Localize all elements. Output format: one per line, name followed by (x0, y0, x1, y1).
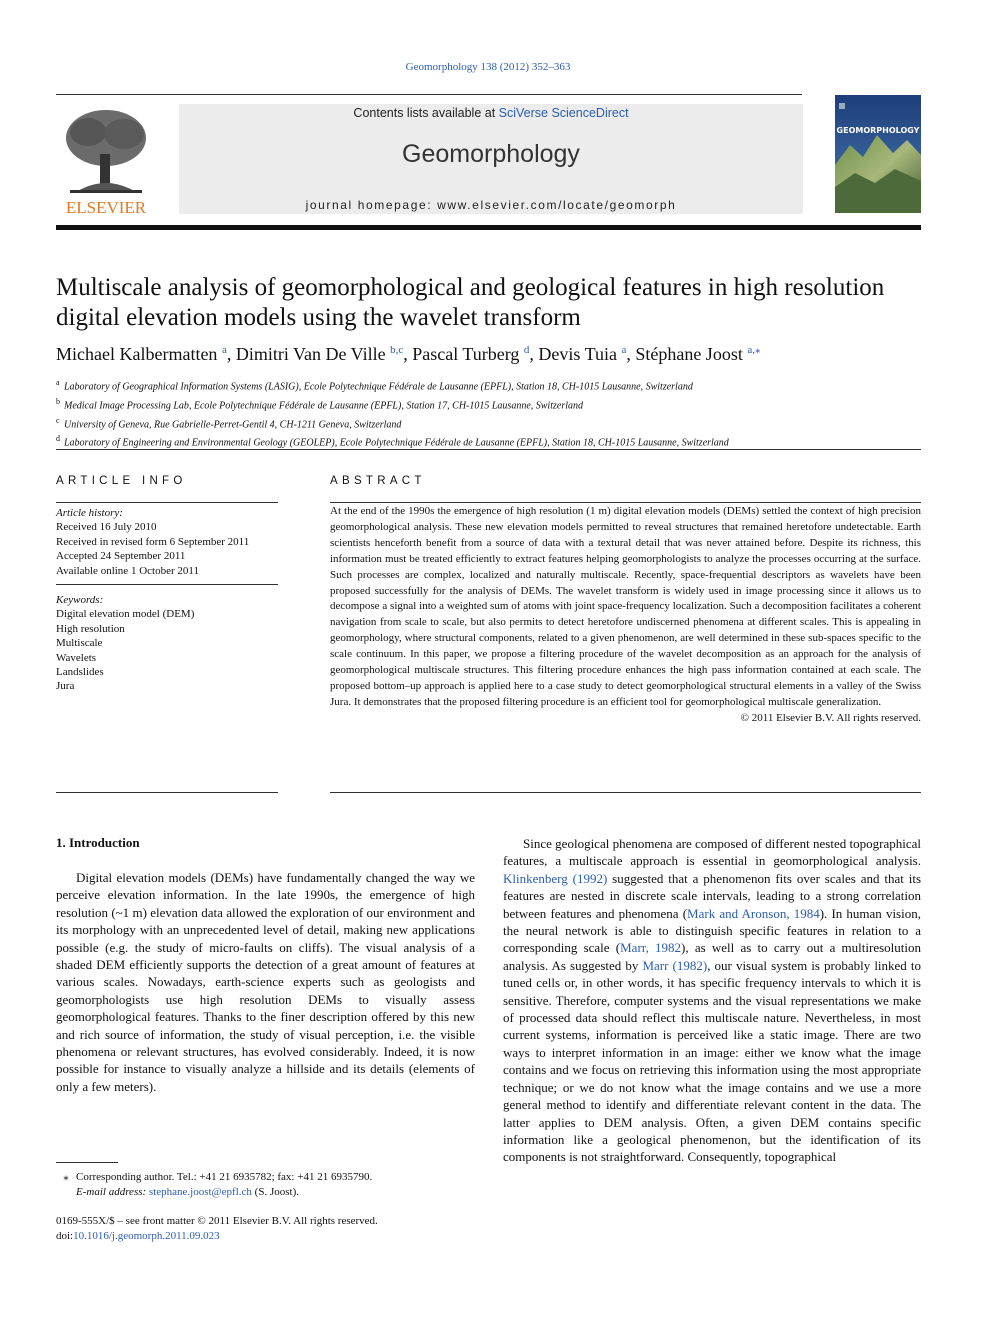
author-name: Dimitri Van De Ville (235, 344, 386, 364)
doi-link[interactable]: 10.1016/j.geomorph.2011.09.023 (73, 1229, 220, 1242)
author-list (56, 343, 926, 365)
author-separator: , (403, 344, 413, 364)
article-history (56, 506, 278, 578)
affiliation-item (56, 395, 926, 414)
keyword-item: Multiscale (56, 637, 103, 650)
author-separator: , (626, 344, 636, 364)
footnote-rule (56, 1162, 118, 1163)
affiliation-mark: d (56, 434, 60, 444)
article-title: Multiscale analysis of geomorphological and geological features in high resolution digital elevation models using the wavelet transform (56, 274, 885, 331)
affiliation-text: Laboratory of Engineering and Environmental Geology (GEOLEP), Ecole Polytechnique Fédérale de Lausanne (EPFL), Station 18, CH-1015 Lausanne, Switzerland (64, 437, 729, 449)
history-heading: Article history: (56, 507, 123, 519)
issn-line: 0169-555X/$ – see front matter © 2011 Elsevier B.V. All rights reserved. (56, 1215, 378, 1227)
journal-name: Geomorphology (402, 140, 580, 168)
keyword-item: Wavelets (56, 651, 97, 664)
keyword-item: Landslides (56, 666, 104, 679)
author-name: Stéphane Joost (635, 344, 743, 364)
affiliation-text: Medical Image Processing Lab, Ecole Polytechnique Fédérale de Lausanne (EPFL), Station 17, CH-1015 Lausanne, Switzerland (64, 400, 583, 412)
author-affiliation-mark[interactable]: b,c (390, 344, 404, 356)
keyword-item: Digital elevation model (DEM) (56, 608, 195, 621)
abstract-body (330, 504, 921, 727)
journal-citation[interactable]: Geomorphology 138 (2012) 352–363 (405, 61, 571, 73)
header-thick-rule (56, 225, 921, 230)
abstract-text: At the end of the 1990s the emergence of high resolution (1 m) digital elevation models (DEMs) settled the context of high precision geomorphological analysis. These new elevation models permitted to reveal structures that remained heretofore undetectable. Earth scientists henceforth benefit from a source of data with a textural detail that was never attained before. Despite its richness, this information must be treated efficiently to extract features helping geomorphologists to analyze the processes occurring at the surface. Such processes are complex, localized and naturally multiscale. Recently, space-frequential descriptors as wavelets have been proposed successfully for the analysis of DEMs. The wavelet transform is widely used in image processing since it allows us to decompose a signal into a weighted sum of atoms with joint space-frequency localization. Such a decomposition facilitates a coherent navigation from scale to scale, but also permits to detect heretofore undiscerned phenomena at different scales. This is appealing in geomorphology, where structural components, related to a given phenomenon, are well determined in these sub-spaces specific to the scale continuum. In this paper, we propose a filtering procedure of the wavelet decomposition as an approach for the analysis of geomorphological multiscale structures. This filtering procedure enhances the high pass information contained at each scale. The proposed bottom–up approach is applied here to a case study to detect geomorphological structural elements in a valley of the Swiss Jura. It demonstrates that the proposed filtering procedure is an efficient tool for geomorphological multiscale generalization. (330, 505, 921, 708)
header-rule (56, 94, 802, 95)
intro-paragraph: Digital elevation models (DEMs) have fundamentally changed the way we perceive elevation information. In the late 1990s, the emergence of high resolution (~1 m) elevation data allowed the exploration of our environment and its morphology with an unprecedented level of detail, making new applications possible (e.g. the study of micro-faults on cliffs). The visual analysis of a shaded DEM efficiently supports the detection of a great amount of features at various scales. Nowadays, earth-science experts such as geologists and geomorphologists use high resolution DEMs to visually assess geomorphological features. Thanks to the finer description offered by this new and rich source of information, the study of visual perception, i.e. the visible phenomena or relevant structures, has evolved considerably. Indeed, it is now possible for instance to visually analyze a hillside and its details (elements of only a few meters). (56, 870, 475, 1094)
author-name: Michael Kalbermatten (56, 344, 218, 364)
keywords-rule (56, 584, 278, 585)
abstract-copyright: © 2011 Elsevier B.V. All rights reserved. (740, 711, 921, 724)
affiliation-mark: a (56, 378, 60, 387)
sciencedirect-link[interactable]: SciVerse ScienceDirect (498, 106, 629, 120)
journal-cover-image (835, 95, 921, 213)
article-info-end-rule (56, 792, 278, 793)
contents-line: Contents lists available at SciVerse ScienceDirect (353, 106, 629, 120)
reference-link[interactable]: Klinkenberg (1992) (503, 870, 608, 886)
corresponding-author-footnote: ⁎ Corresponding author. Tel.: +41 21 6935782; fax: +41 21 6935790. E-mail address: stephane.joost@epfl.ch (S. Joost). (56, 1170, 476, 1200)
history-item: Received 16 July 2010 (56, 521, 157, 534)
affiliation-list (56, 376, 926, 451)
abstract-end-rule (330, 792, 921, 793)
reference-link[interactable]: Marr, 1982 (620, 940, 682, 956)
affiliation-text: University of Geneva, Rue Gabrielle-Perret-Gentil 4, CH-1211 Geneva, Switzerland (64, 418, 402, 430)
intro-paragraph-right: Since geological phenomena are composed of different nested topographical features, a multiscale approach is essential in geomorphological analysis. Klinkenberg (1992) suggested that a phenomenon fits over scales and that its features are nested in discrete scale intervals, leading to a strong correlation between features and phenomena (Mark and Aronson, 1984). In human vision, the neural network is able to distinguish specific features in relation to a corresponding scale (Marr, 1982), as well as to carry out a multiresolution analysis. As suggested by Marr (1982), our visual system is probably linked to tuned cells or, in other words, it has specific frequency intervals to which it is sensitive. Therefore, computer systems and the visual representations we make of processed data should reflect this multiscale nature. Nevertheless, in most current systems, information is perceived like a static image. There are two ways to interpret information in an image: either we know what the image contains and we focus on retrieving this information using the most appropriate technique; or we do not know what the image contains and we use a more general method to identify and differentiate relevant content in the data. The latter applies to DEM analysis. Often, a given DEM contains specific information like a geological phenomenon, but the identification of its components is not straightforward. Consequently, topographical (503, 836, 921, 1165)
keywords-heading: Keywords: (56, 594, 104, 606)
cover-title: GEOMORPHOLOGY (836, 126, 920, 135)
author-affiliation-mark[interactable]: a (621, 344, 627, 356)
front-matter: 0169-555X/$ – see front matter © 2011 Elsevier B.V. All rights reserved. doi:10.1016/j.geomorph.2011.09.023 (56, 1214, 476, 1243)
author-name: Devis Tuia (538, 344, 617, 364)
affiliation-mark: b (56, 396, 60, 406)
history-item: Available online 1 October 2011 (56, 564, 199, 577)
author-separator: , (529, 344, 539, 364)
footnote-mark: ⁎ (63, 1171, 69, 1183)
abstract-heading: ABSTRACT (330, 475, 426, 487)
affiliation-text: Laboratory of Geographical Information Systems (LASIG), Ecole Polytechnique Fédérale de Lausanne (EPFL), Station 18, CH-1015 Lausanne, Switzerland (64, 381, 693, 393)
keywords (56, 593, 278, 694)
history-item: Accepted 24 September 2011 (56, 550, 186, 563)
affiliation-item (56, 414, 926, 433)
section-heading-introduction: 1. Introduction (56, 835, 140, 850)
affiliation-mark: c (56, 415, 60, 425)
body-column-left (56, 869, 475, 1095)
journal-homepage[interactable]: journal homepage: www.elsevier.com/locate/geomorph (305, 198, 677, 212)
reference-link[interactable]: Marr (1982) (642, 957, 708, 973)
body-column-right (503, 835, 921, 1166)
affiliation-item (56, 376, 926, 395)
author-name: Pascal Turberg (412, 344, 520, 364)
author-affiliation-mark[interactable]: a (221, 344, 227, 356)
keyword-item: Jura (56, 680, 75, 693)
article-info-rule (56, 502, 278, 503)
author-affiliation-mark[interactable]: a,⁎ (747, 344, 761, 356)
elsevier-wordmark: ELSEVIER (65, 198, 147, 216)
keyword-item: High resolution (56, 622, 125, 635)
author-email-link[interactable]: stephane.joost@epfl.ch (148, 1186, 252, 1198)
journal-header-box (179, 104, 803, 214)
title-rule (56, 449, 921, 450)
abstract-rule (330, 502, 921, 503)
reference-link[interactable]: Mark and Aronson, 1984 (687, 905, 820, 921)
author-affiliation-mark[interactable]: d (523, 344, 530, 356)
history-item: Received in revised form 6 September 2011 (56, 535, 250, 548)
author-separator: , (226, 344, 236, 364)
article-info-heading: ARTICLE INFO (56, 475, 187, 487)
elsevier-tree-logo (56, 104, 156, 216)
